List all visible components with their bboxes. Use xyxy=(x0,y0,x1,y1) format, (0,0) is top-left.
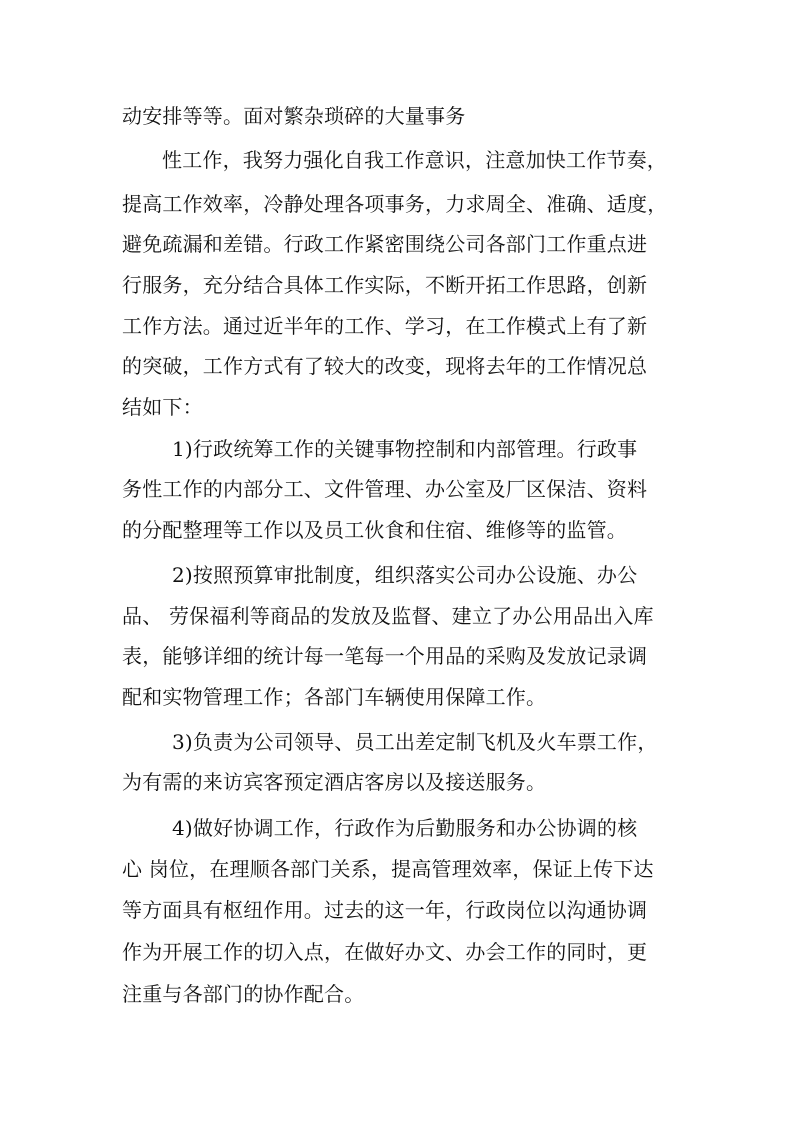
text-line: 动安排等等。面对繁杂琐碎的大量事务 xyxy=(122,104,466,128)
text-line: 提高工作效率，冷静处理各项事务，力求周全、准确、适度， xyxy=(122,192,668,216)
text-line: 1)行政统筹工作的关键事物控制和内部管理。行政事 xyxy=(172,437,638,461)
text-line: 作为开展工作的切入点，在做好办文、办会工作的同时，更 xyxy=(122,940,648,964)
text-line: 品、 劳保福利等商品的发放及监督、建立了办公用品出入库 xyxy=(122,604,654,628)
text-line: 3)负责为公司领导、员工出差定制飞机及火车票工作， xyxy=(172,730,658,754)
text-line: 为有需的来访宾客预定酒店客房以及接送服务。 xyxy=(122,770,547,794)
text-line: 表，能够详细的统计每一笔每一个用品的采购及发放记录调 xyxy=(122,644,648,668)
text-line: 行服务，充分结合具体工作实际，不断开拓工作思路，创新 xyxy=(122,273,648,297)
text-line: 务性工作的内部分工、文件管理、办公室及厂区保洁、资料 xyxy=(122,477,648,501)
text-line: 配和实物管理工作；各部门车辆使用保障工作。 xyxy=(122,685,547,709)
text-line: 心 岗位，在理顺各部门关系，提高管理效率，保证上传下达 xyxy=(122,857,654,881)
text-line: 性工作，我努力强化自我工作意识，注意加快工作节奏， xyxy=(162,148,667,172)
text-line: 工作方法。通过近半年的工作、学习，在工作模式上有了新 xyxy=(122,314,648,338)
text-line: 结如下： xyxy=(122,395,203,419)
text-line: 的突破，工作方式有了较大的改变，现将去年的工作情况总 xyxy=(122,354,648,378)
text-line: 避免疏漏和差错。行政工作紧密围绕公司各部门工作重点进 xyxy=(122,232,648,256)
text-line: 的分配整理等工作以及员工伙食和住宿、维修等的监管。 xyxy=(122,518,627,542)
text-line: 4)做好协调工作，行政作为后勤服务和办公协调的核 xyxy=(172,816,638,840)
text-line: 等方面具有枢纽作用。过去的这一年，行政岗位以沟通协调 xyxy=(122,898,648,922)
text-line: 注重与各部门的协作配合。 xyxy=(122,982,365,1006)
text-line: 2)按照预算审批制度，组织落实公司办公设施、办公 xyxy=(172,563,638,587)
